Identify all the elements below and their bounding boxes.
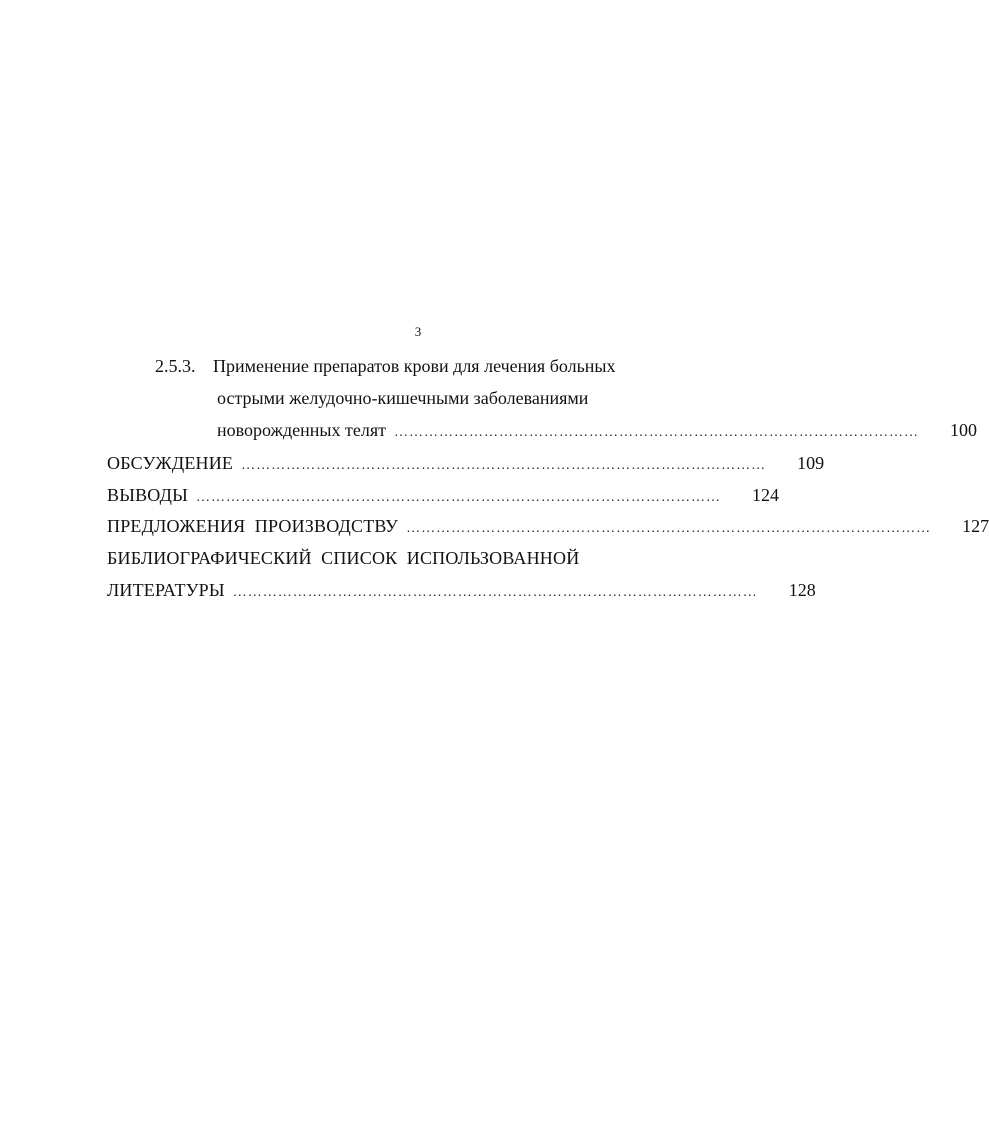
toc-entry-proposals xyxy=(107,515,989,537)
leader-dots: …………………………………………………………………………………………… xyxy=(241,458,767,473)
page-ref: 124 xyxy=(752,485,779,505)
section-title-line3: новорожденных телят xyxy=(217,420,386,440)
entry-title: ЛИТЕРАТУРЫ xyxy=(107,580,225,600)
toc-entry-2-5-3-line1 xyxy=(155,355,616,377)
toc-entry-2-5-3-line2: острыми желудочно-кишечными заболеваниями xyxy=(217,388,589,408)
page-number: 3 xyxy=(414,324,422,339)
entry-title: ВЫВОДЫ xyxy=(107,485,188,505)
toc-entry-bibliography-line2 xyxy=(107,579,816,601)
page-ref: 109 xyxy=(797,453,825,473)
page-ref: 127 xyxy=(962,516,989,536)
section-number: 2.5.3. xyxy=(155,356,196,376)
entry-title: ОБСУЖДЕНИЕ xyxy=(107,453,234,473)
page-ref: 128 xyxy=(788,580,816,600)
entry-title: ПРЕДЛОЖЕНИЯ ПРОИЗВОДСТВУ xyxy=(107,516,399,536)
toc-entry-bibliography-line1: БИБЛИОГРАФИЧЕСКИЙ СПИСОК ИСПОЛЬЗОВАННОЙ xyxy=(107,548,580,568)
page-ref: 100 xyxy=(950,420,977,440)
toc-entry-2-5-3-line3 xyxy=(217,419,977,441)
toc-entry-conclusions xyxy=(107,484,779,506)
leader-dots: …………………………………………………………………………………………… xyxy=(232,585,758,600)
section-title-line1: Применение препаратов крови для лечения больных xyxy=(213,356,616,376)
leader-dots: …………………………………………………………………………………………… xyxy=(394,425,919,440)
leader-dots: …………………………………………………………………………………………… xyxy=(196,490,721,505)
leader-dots: …………………………………………………………………………………………… xyxy=(406,521,932,536)
toc-entry-discussion xyxy=(107,452,825,474)
